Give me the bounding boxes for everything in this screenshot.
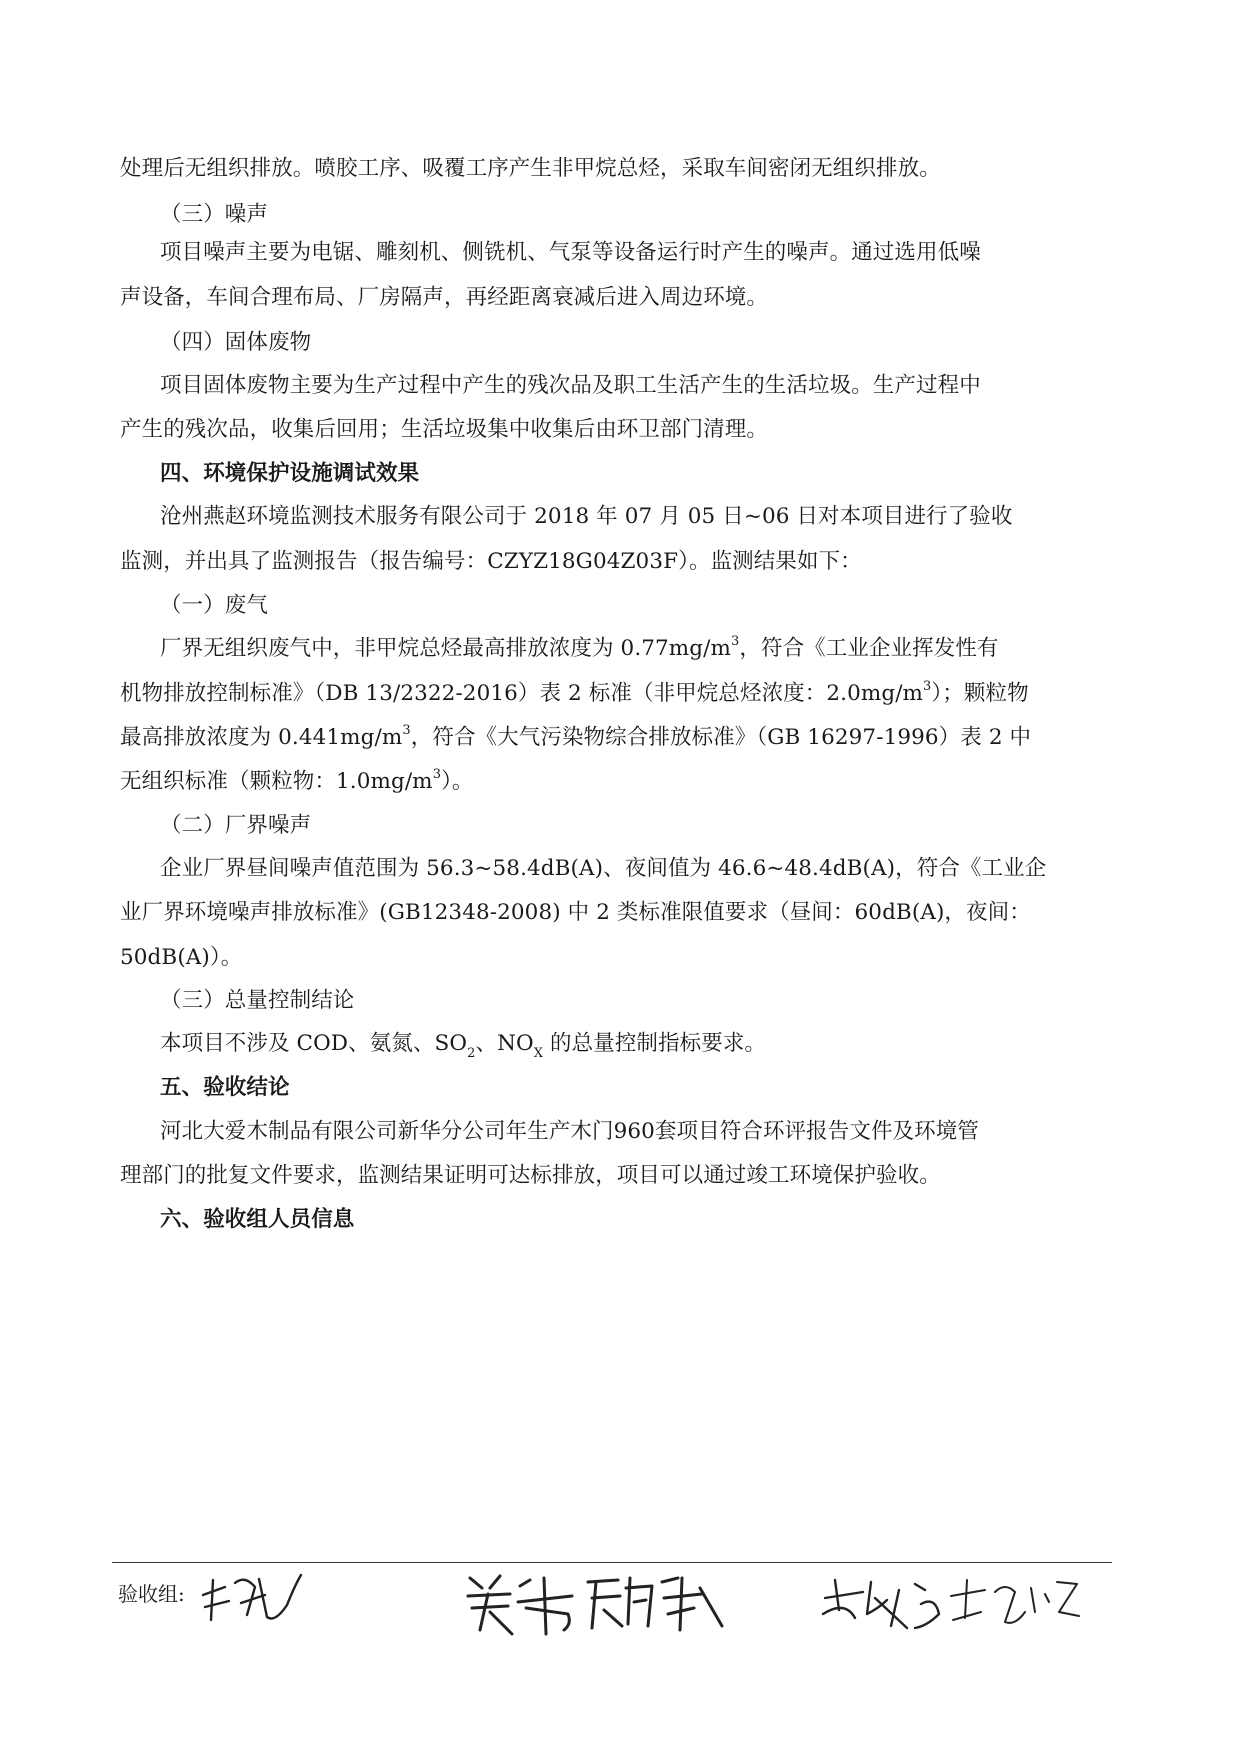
text-line: 最高排放浓度为 $0.441mg/m^3$，符合《大气污染物综合排放标准》（GB 16297-1996）表 2 中	[120, 722, 1032, 750]
handwritten-signature-4	[815, 1570, 945, 1640]
text-line: 企业厂界昼间噪声值范围为 56.3~58.4dB(A)、夜间值为 46.6~48.4dB(A)，符合《工业企	[160, 856, 1047, 881]
text-line: 业厂界环境噪声排放标准》(GB12348-2008) 中 2 类标准限值要求（昼间：60dB(A)，夜间：	[120, 900, 1031, 925]
text-line: 沧州燕赵环境监测技术服务有限公司于 2018 年 07 月 05 日~06 日对本项目进行了验收	[160, 504, 1013, 529]
text-line: 项目固体废物主要为生产过程中产生的残次品及职工生活产生的生活垃圾。生产过程中	[160, 373, 981, 398]
text-line: 产生的残次品，收集后回用；生活垃圾集中收集后由环卫部门清理。	[120, 417, 769, 442]
section-heading-noise: （三）噪声	[160, 202, 269, 227]
section-heading-exhaust-gas: （一）废气	[160, 593, 269, 618]
handwritten-signature-1	[195, 1565, 305, 1635]
text-line: 处理后无组织排放。喷胶工序、吸覆工序产生非甲烷总烃，采取车间密闭无组织排放。	[120, 156, 941, 181]
section-heading-6: 六、验收组人员信息	[160, 1207, 355, 1232]
text-line: 50dB(A)）。	[120, 945, 243, 970]
signature-divider	[112, 1562, 1112, 1563]
signature-label: 验收组:	[118, 1582, 185, 1606]
text-line: 项目噪声主要为电锯、雕刻机、侧铣机、气泵等设备运行时产生的噪声。通过选用低噪	[160, 240, 981, 265]
text-line: 机物排放控制标准》（DB 13/2322-2016）表 2 标准（非甲烷总烃浓度：$2.0mg/m^3$）；颗粒物	[120, 678, 1029, 706]
text-line: 厂界无组织废气中，非甲烷总烃最高排放浓度为 $0.77mg/m^3$，符合《工业企业挥发性有	[160, 633, 999, 661]
section-heading-solid-waste: （四）固体废物	[160, 330, 312, 355]
handwritten-signature-3	[582, 1568, 732, 1640]
handwritten-signature-5	[945, 1572, 1085, 1634]
handwritten-signature-2	[460, 1568, 580, 1640]
text-line: 河北大爱木制品有限公司新华分公司年生产木门960套项目符合环评报告文件及环境管	[160, 1119, 979, 1144]
text-line: 监测，并出具了监测报告（报告编号：CZYZ18G04Z03F）。监测结果如下：	[120, 549, 862, 574]
text-line: 理部门的批复文件要求，监测结果证明可达标排放，项目可以通过竣工环境保护验收。	[120, 1163, 941, 1188]
text-line: 本项目不涉及 COD、氨氮、$SO_2$、$NO_X$ 的总量控制指标要求。	[160, 1031, 767, 1062]
section-heading-4: 四、环境保护设施调试效果	[160, 461, 420, 486]
text-line: 无组织标准（颗粒物：$1.0mg/m^3$）。	[120, 766, 474, 794]
text-line: 声设备，车间合理布局、厂房隔声，再经距离衰减后进入周边环境。	[120, 285, 769, 310]
section-heading-boundary-noise: （二）厂界噪声	[160, 813, 312, 838]
section-heading-total-control: （三）总量控制结论	[160, 988, 355, 1013]
section-heading-5: 五、验收结论	[160, 1075, 290, 1100]
